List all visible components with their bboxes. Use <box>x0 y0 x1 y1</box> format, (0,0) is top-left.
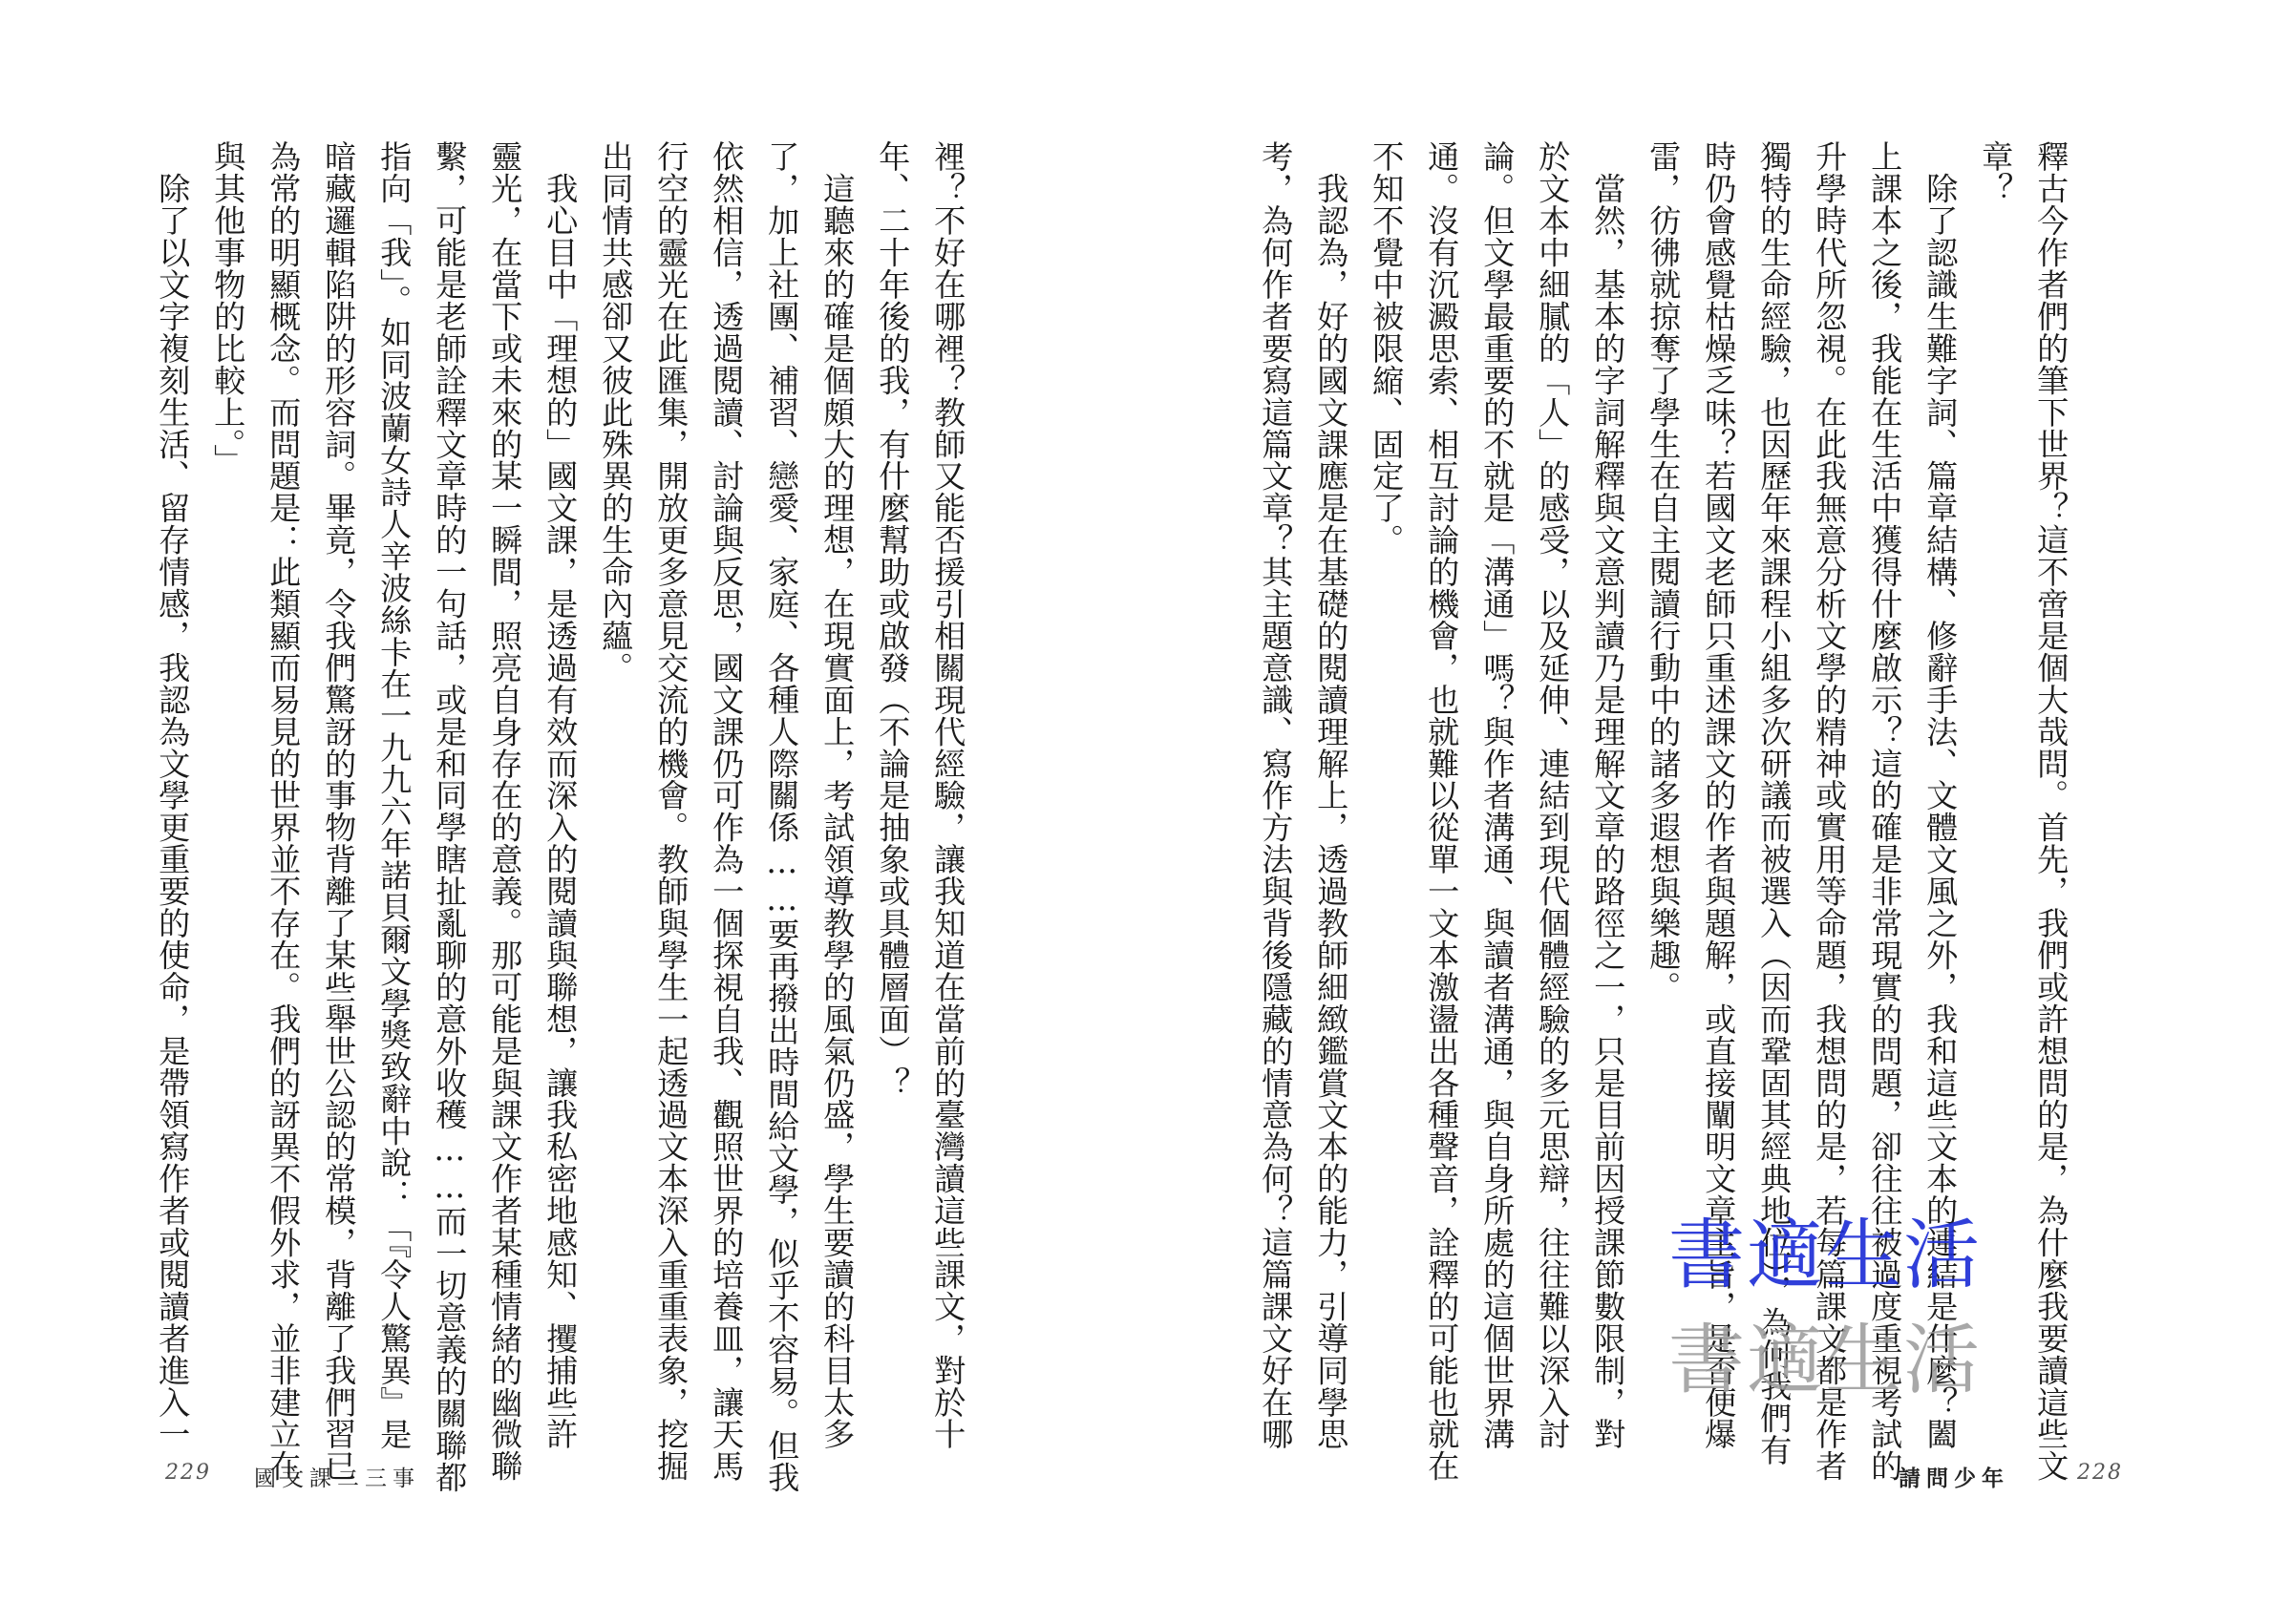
text-column: 我認為，好的國文課應是在基礎的閱讀理解上，透過教師細緻鑑賞文本的能力，引導同學思 <box>1312 140 1350 1450</box>
text-column: 章？ <box>1977 140 2015 204</box>
text-column: 指向「我」。如同波蘭女詩人辛波絲卡在一九九六年諾貝爾文學獎致辭中說：「『令人驚異』是 <box>375 140 414 1450</box>
text-column: 雷，彷彿就掠奪了學生在自主閱讀行動中的諸多遐想與樂趣。 <box>1645 140 1683 1003</box>
text-column: 行空的靈光在此匯集，開放更多意見交流的機會。教師與學生一起透過文本深入重重表象，挖掘 <box>652 140 690 1482</box>
text-column: 暗藏邏輯陷阱的形容詞。畢竟，令我們驚訝的事物背離了某些舉世公認的常模，背離了我們習已 <box>320 140 358 1482</box>
text-column: 論。但文學最重要的不就是「溝通」嗎？與作者溝通、與讀者溝通，與自身所處的這個世界溝 <box>1478 140 1517 1450</box>
running-title: 國文課二三事 <box>254 1466 420 1491</box>
text-column: 考，為何作者要寫這篇文章？其主題意識、寫作方法與背後隱藏的情意為何？這篇課文好在哪 <box>1257 140 1295 1450</box>
text-column: 通。沒有沉澱思索、相互討論的機會，也就難以從單一文本激盪出各種聲音，詮釋的可能也就在 <box>1423 140 1461 1482</box>
watermark-blue: 書適生活 <box>1668 1211 1982 1299</box>
text-column: 年、二十年後的我，有什麼幫助或啟發（不論是抽象或具體層面）？ <box>874 140 912 1099</box>
text-column: 出同情共感卻又彼此殊異的生命內蘊。 <box>597 140 635 684</box>
text-column: 除了認識生難字詞、篇章結構、修辭手法、文體文風之外，我和這些文本的連結是什麼？闔 <box>1921 140 1960 1450</box>
running-title: 請問少年 <box>1899 1466 2009 1491</box>
text-column: 不知不覺中被限縮、固定了。 <box>1368 140 1406 556</box>
text-column: 釋古今作者們的筆下世界？這不啻是個大哉問。首先，我們或許想問的是，為什麼我要讀這些文 <box>2032 140 2070 1482</box>
page-number: 229 <box>165 1461 211 1485</box>
text-column: 當然，基本的字詞解釋與文意判讀乃是理解文章的路徑之一，只是目前因授課節數限制，對 <box>1589 140 1627 1450</box>
text-column: 了，加上社團、補習、戀愛、家庭、各種人際關係……要再撥出時間給文學，似乎不容易。但我 <box>763 140 801 1493</box>
text-column: 為常的明顯概念。而問題是：此類顯而易見的世界並不存在。我們的訝異不假外求，並非建立在 <box>265 140 303 1482</box>
text-column: 裡？不好在哪裡？教師又能否援引相關現代經驗，讓我知道在當前的臺灣讀這些課文，對於十 <box>929 140 967 1450</box>
text-column: 除了以文字複刻生活、留存情感，我認為文學更重要的使命，是帶領寫作者或閱讀者進入一 <box>154 140 192 1450</box>
text-column: 升學時代所忽視。在此我無意分析文學的精神或實用等命題，我想問的是，若每篇課文都是作者 <box>1811 140 1849 1482</box>
watermark-gray: 書適生活 <box>1668 1316 1982 1404</box>
text-column: 上課本之後，我能在生活中獲得什麼啟示？這的確是非常現實的問題，卻往往被過度重視考試的 <box>1866 140 1904 1482</box>
text-column: 這聽來的確是個頗大的理想，在現實面上，考試領導教學的風氣仍盛，學生要讀的科目太多 <box>818 140 857 1450</box>
text-column: 於文本中細膩的「人」的感受，以及延伸、連結到現代個體經驗的多元思辯，往往難以深入討 <box>1534 140 1572 1450</box>
text-column: 我心目中「理想的」國文課，是透過有效而深入的閱讀與聯想，讓我私密地感知、攫捕些許 <box>541 140 580 1450</box>
page-number: 228 <box>2077 1461 2123 1485</box>
text-column: 繫，可能是老師詮釋文章時的一句話，或是和同學瞎扯亂聊的意外收穫……而一切意義的關聯都 <box>431 140 469 1493</box>
text-column: 依然相信，透過閱讀、討論與反思，國文課仍可作為一個探視自我、觀照世界的培養皿，讓天馬 <box>708 140 746 1482</box>
text-column: 靈光，在當下或未來的某一瞬間，照亮自身存在的意義。那可能是與課文作者某種情緒的幽微聯 <box>486 140 524 1482</box>
text-column: 獨特的生命經驗，也因歷年來課程小組多次研議而被選入（因而鞏固其經典地位），為何我們有 <box>1755 140 1793 1466</box>
text-column: 時仍會感覺枯燥乏味？若國文老師只重述課文的作者與題解，或直接闡明文章主旨，是否便爆 <box>1700 140 1738 1450</box>
text-column: 與其他事物的比較上。」 <box>209 140 247 476</box>
